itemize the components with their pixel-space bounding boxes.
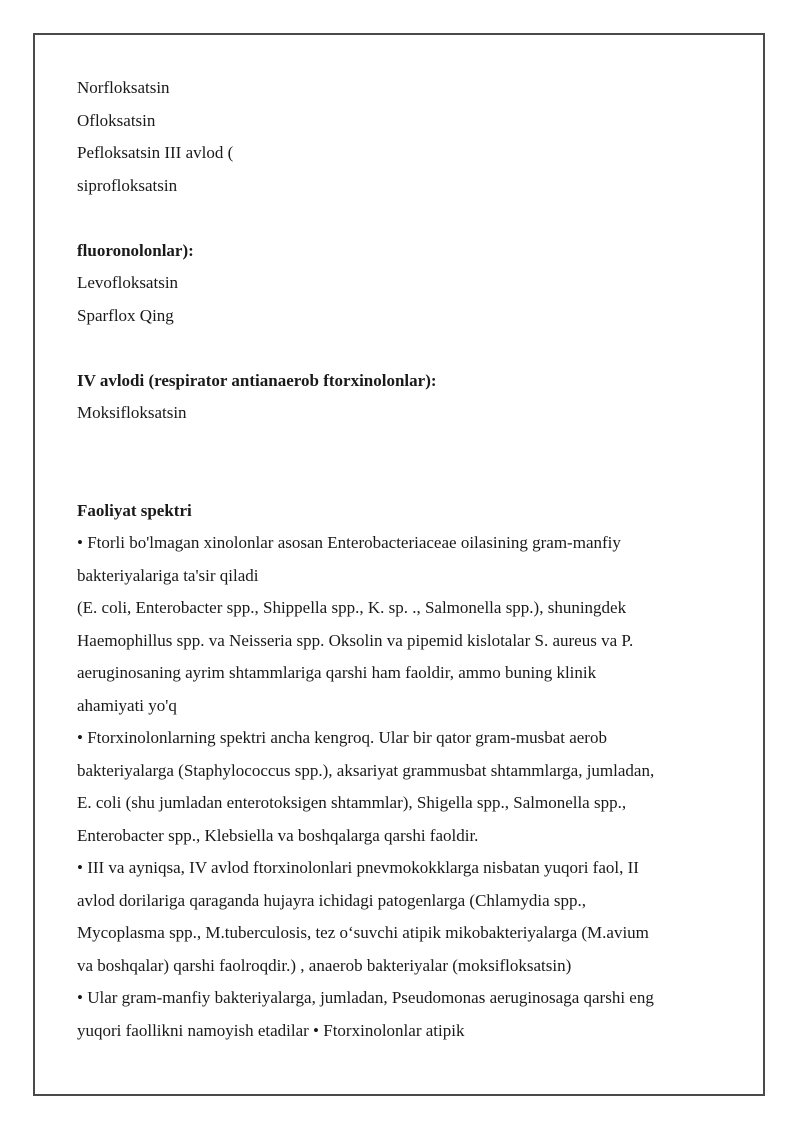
body-line: • Ular gram-manfiy bakteriyalarga, jumladan, Pseudomonas aeruginosaga qarshi eng xyxy=(77,988,654,1007)
body-line: va boshqalar) qarshi faolroqdir.) , anaerob bakteriyalar (moksifloksatsin) xyxy=(77,955,572,975)
drug-ofloksatsin: Ofloksatsin xyxy=(77,110,156,130)
body-line: Haemophillus spp. va Neisseria spp. Oksolin va pipemid kislotalar S. aureus va P. xyxy=(77,630,634,650)
body-line: yuqori faollikni namoyish etadilar • Ftorxinolonlar atipik xyxy=(77,1020,465,1040)
body-line: avlod dorilariga qaraganda hujayra ichidagi patogenlarga (Chlamydia spp., xyxy=(77,890,587,910)
body-line: E. coli (shu jumladan enterotoksigen shtammlar), Shigella spp., Salmonella spp., xyxy=(77,793,627,812)
drug-siprofloksatsin: siprofloksatsin xyxy=(77,175,178,195)
body-line: (E. coli, Enterobacter spp., Shippella spp., K. sp. ., Salmonella spp.), shuningdek xyxy=(77,598,627,617)
body-line: bakteriyalarga (Staphylococcus spp.), aksariyat grammusbat shtammlarga, jumladan, xyxy=(77,760,655,780)
body-line: ahamiyati yo'q xyxy=(77,695,177,715)
body-line: bakteriyalariga ta'sir qiladi xyxy=(77,565,259,585)
body-line: • Ftorxinolonlarning spektri ancha kengroq. Ular bir qator gram-musbat aerob xyxy=(77,728,607,747)
drug-norfloksatsin: Norfloksatsin xyxy=(77,78,170,97)
body-line: aeruginosaning ayrim shtammlariga qarshi ham faoldir, ammo buning klinik xyxy=(77,663,597,682)
body-line: • Ftorli bo'lmagan xinolonlar asosan Enterobacteriaceae oilasining gram-manfiy xyxy=(77,533,621,552)
spacer xyxy=(77,332,737,365)
body-line: Enterobacter spp., Klebsiella va boshqalarga qarshi faoldir. xyxy=(77,825,479,845)
body-line: • III va ayniqsa, IV avlod ftorxinolonlari pnevmokokklarga nisbatan yuqori faol, II xyxy=(77,858,639,877)
body-line: Mycoplasma spp., M.tuberculosis, tez o‘suvchi atipik mikobakteriyalarga (M.avium xyxy=(77,923,649,942)
spacer xyxy=(77,202,737,235)
drug-sparflox: Sparflox Qing xyxy=(77,305,174,325)
spacer xyxy=(77,430,737,495)
drug-pefloksatsin: Pefloksatsin III avlod ( xyxy=(77,143,234,162)
document-body xyxy=(77,72,737,1047)
drug-moksifloksatsin: Moksifloksatsin xyxy=(77,403,187,422)
drug-levofloksatsin: Levofloksatsin xyxy=(77,273,179,292)
heading-third-generation: fluoronolonlar): xyxy=(77,240,194,260)
heading-fourth-generation: IV avlodi (respirator antianaerob ftorxinolonlar): xyxy=(77,370,437,390)
heading-activity-spectrum: Faoliyat spektri xyxy=(77,500,192,520)
